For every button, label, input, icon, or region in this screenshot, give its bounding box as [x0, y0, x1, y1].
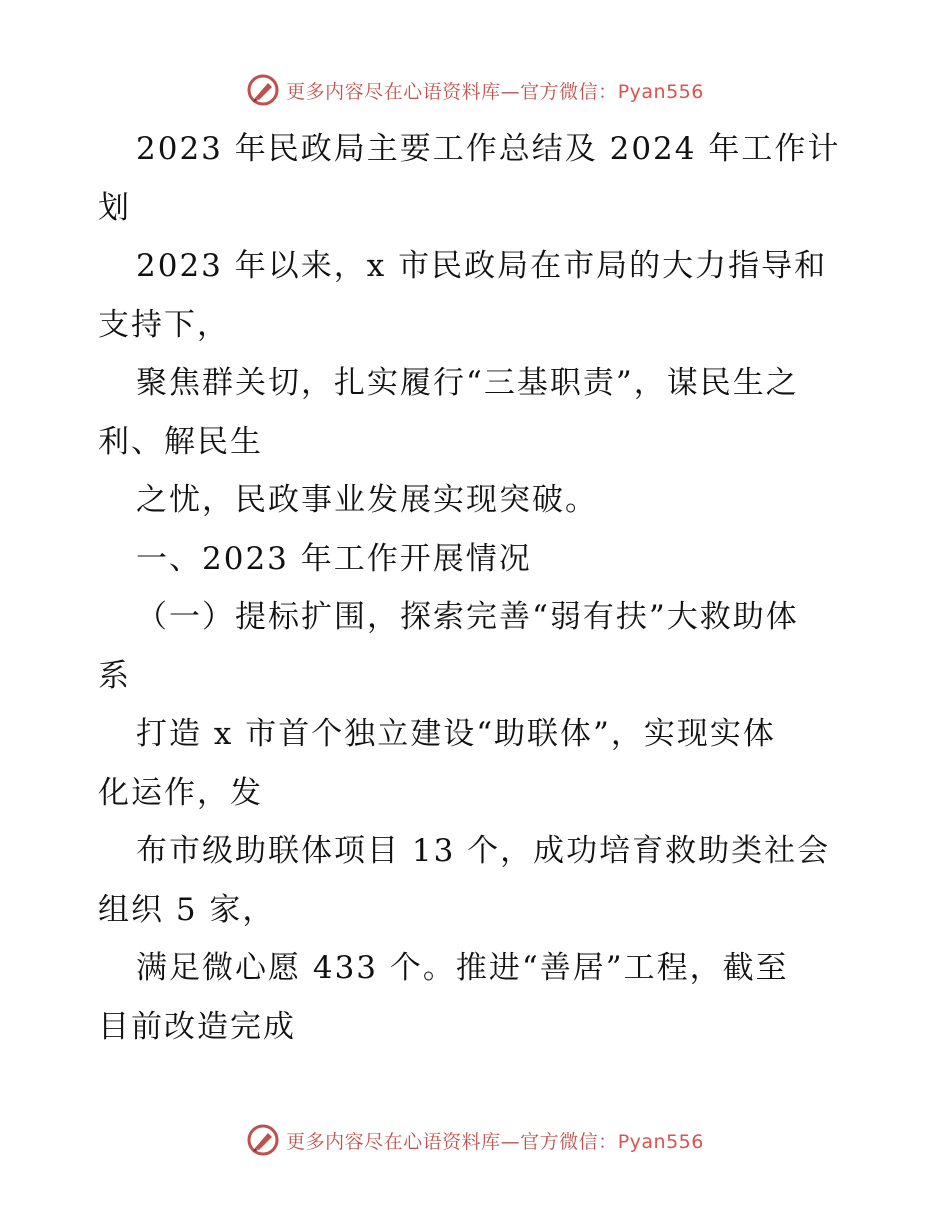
banner-separator: —官方微信： — [500, 80, 618, 103]
header-banner — [0, 70, 950, 110]
text-line: 满足微心愿 433 个。推进“善居”工程，截至 — [136, 950, 789, 986]
banner-wechat-id: Pyan556 — [617, 80, 704, 103]
footer-banner — [0, 1120, 950, 1160]
text-line: 化运作，发 — [98, 774, 263, 811]
text-line: 划 — [98, 189, 131, 226]
text-line: 组织 5 家， — [98, 891, 276, 928]
pen-seal-icon — [246, 73, 280, 107]
document-body — [98, 120, 858, 1056]
text-line: 系 — [98, 657, 131, 694]
text-line: （一）提标扩围，探索完善“弱有扶”大救助体 — [136, 599, 799, 635]
banner-text — [286, 1127, 704, 1154]
text-line: 支持下， — [98, 306, 230, 343]
text-line: 之忧，民政事业发展实现突破。 — [136, 482, 598, 518]
text-line: 打造 x 市首个独立建设“助联体”，实现实体 — [136, 716, 776, 752]
text-line: 利、解民生 — [98, 423, 263, 460]
text-line: 聚焦群关切，扎实履行“三基职责”，谋民生之 — [136, 365, 799, 401]
banner-title: 更多内容尽在心语资料库 — [286, 80, 501, 103]
text-line: 一、2023 年工作开展情况 — [136, 540, 532, 577]
text-line: 目前改造完成 — [98, 1008, 296, 1045]
banner-title: 更多内容尽在心语资料库 — [286, 1130, 501, 1153]
text-line: 布市级助联体项目 13 个，成功培育救助类社会 — [136, 833, 831, 869]
banner-separator: —官方微信： — [500, 1130, 618, 1153]
banner-text — [286, 77, 704, 104]
text-line: 2023 年民政局主要工作总结及 2024 年工作计 — [136, 131, 841, 167]
banner-wechat-id: Pyan556 — [617, 1130, 704, 1153]
text-line: 2023 年以来，x 市民政局在市局的大力指导和 — [136, 248, 828, 284]
pen-seal-icon — [246, 1123, 280, 1157]
